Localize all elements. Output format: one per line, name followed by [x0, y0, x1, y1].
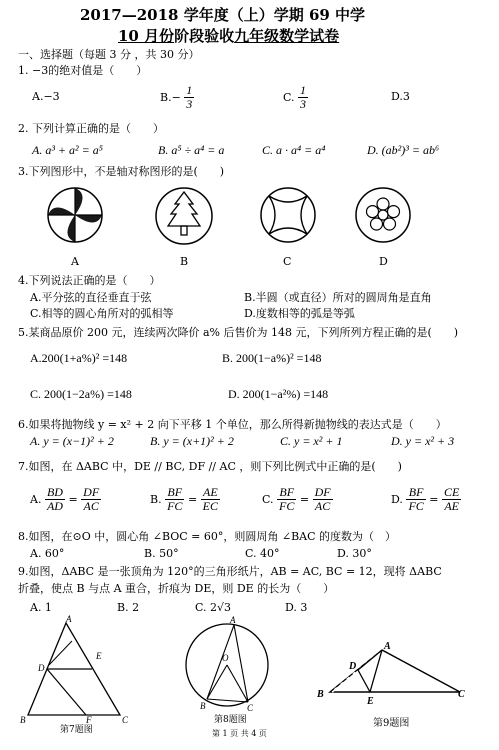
q1-option-b — [160, 84, 194, 111]
section-heading: 一、选择题（每题 3 分 ，共 30 分） — [18, 48, 200, 61]
q1-option-a: A.−3 — [32, 90, 60, 103]
fig9-label-e: E — [367, 696, 374, 707]
q9-option-b: B. 2 — [117, 601, 140, 614]
q3-figure-c — [259, 186, 317, 244]
q1-option-c — [283, 84, 308, 111]
q1-option-c-label: C. — [283, 91, 295, 104]
subtitle-grade: 九年级数学试卷 — [234, 27, 340, 45]
q6-stem: 6.如果将抛物线 y = x² + 2 向下平移 1 个单位，那么所得新抛物线的表达式是（ ） — [18, 418, 447, 431]
q7-b-left-fraction: $\frac{BF}{FC}$ — [167, 485, 183, 513]
fig7-caption: 第7题图 — [60, 725, 93, 735]
q1-option-d: D.3 — [391, 90, 410, 103]
q7-d-left-fraction: $\frac{BF}{FC}$ — [408, 485, 424, 513]
q4-stem: 4.下列说法正确的是（ ） — [18, 274, 161, 287]
q3-stem: 3.下列图形中，不是轴对称图形的是( ) — [18, 165, 225, 178]
q9-option-c: C. 2√3 — [195, 601, 232, 614]
q6-option-d: D. y = x² + 3 — [391, 434, 455, 448]
fig7-label-b: B — [20, 715, 26, 725]
q4-option-d: D.度数相等的弧是等弧 — [244, 307, 355, 320]
fig7-label-d: D — [38, 663, 45, 673]
fig8-diagram — [182, 612, 272, 712]
q8-option-b: B. 50° — [144, 547, 179, 560]
fig9-label-b: B — [317, 689, 324, 700]
fig9-label-a: A — [384, 641, 391, 652]
page-footer: 第 1 页 共 4 页 — [212, 729, 267, 738]
q7-option-a: A. $\frac{BD}{AD}$ = $\frac{DF}{AC}$ — [30, 485, 100, 513]
q1-option-b-fraction: $\frac{1}{3}$ — [186, 83, 193, 111]
q7-d-right-fraction: $\frac{CE}{AE}$ — [444, 485, 460, 513]
fig8-label-c: C — [247, 703, 254, 712]
q8-option-a: A. 60° — [30, 547, 65, 560]
q2-stem: 2. 下列计算正确的是（ ） — [18, 122, 164, 135]
q2-option-a: A. a³ + a² = a⁵ — [32, 143, 103, 157]
q7-option-d-label: D. — [391, 493, 403, 506]
fig9-diagram — [312, 637, 472, 709]
fig9-label-c: C — [458, 689, 465, 700]
fig7-diagram — [14, 615, 139, 730]
q2-option-d: D. (ab²)³ = ab⁶ — [367, 143, 440, 157]
fig8-label-a: A — [230, 615, 236, 625]
q5-stem: 5.某商品原价 200 元，连续两次降价 a% 后售价为 148 元，下列所列方程正确的是( ) — [18, 326, 459, 339]
q7-option-b: B. $\frac{BF}{FC}$ = $\frac{AE}{EC}$ — [150, 485, 218, 513]
q4-option-a: A.平分弦的直径垂直于弦 — [30, 291, 152, 304]
fig7-label-c: C — [122, 715, 129, 725]
q6-option-a: A. y = (x−1)² + 2 — [30, 434, 114, 448]
fig9-label-d: D — [349, 661, 357, 672]
fig7-label-e: E — [96, 651, 102, 661]
q7-c-right-fraction: $\frac{DF}{AC}$ — [314, 485, 331, 513]
q9-option-d: D. 3 — [285, 601, 308, 614]
q8-option-d: D. 30° — [337, 547, 372, 560]
q1-stem: 1. −3的绝对值是（ ） — [18, 64, 148, 77]
q5-option-d: D. 200(1−a²%) =148 — [228, 387, 329, 401]
page-title: 2017—2018 学年度（上）学期 69 中学 — [80, 6, 366, 24]
q7-option-a-label: A. — [30, 493, 42, 506]
q5-option-b: B. 200(1−a%)² =148 — [222, 351, 322, 365]
q7-stem: 7.如图，在 ΔABC 中，DE // BC, DF // AC ，则下列比例式中正确的是( ) — [18, 460, 402, 473]
q4-option-c: C.相等的圆心角所对的弧相等 — [30, 307, 174, 320]
q3-option-b: B — [180, 255, 189, 268]
q7-a-left-fraction: $\frac{BD}{AD}$ — [46, 485, 63, 513]
q9-stem: 9.如图，ΔABC 是一张顶角为 120°的三角形纸片，AB = AC, BC = 12，现将 ΔABC — [18, 565, 442, 578]
fig8-label-b: B — [200, 701, 206, 711]
q7-option-d: D. $\frac{BF}{FC}$ = $\frac{CE}{AE}$ — [391, 485, 460, 513]
q7-b-right-fraction: $\frac{AE}{EC}$ — [202, 485, 218, 513]
q7-option-c: C. $\frac{BF}{FC}$ = $\frac{DF}{AC}$ — [262, 485, 331, 513]
q3-figure-b — [154, 186, 214, 246]
q8-option-c: C. 40° — [245, 547, 280, 560]
subtitle-month: 10 月份 — [118, 27, 175, 45]
q9-stem-2: 折叠，使点 B 与点 A 重合，折痕为 DE，则 DE 的长为（ ） — [18, 582, 335, 595]
q7-c-left-fraction: $\frac{BF}{FC}$ — [279, 485, 295, 513]
q3-option-a: A — [71, 255, 79, 268]
subtitle-mid: 阶段验收 — [174, 27, 235, 45]
q7-a-right-fraction: $\frac{DF}{AC}$ — [83, 485, 100, 513]
q6-option-c: C. y = x² + 1 — [280, 434, 343, 448]
q7-option-b-label: B. — [150, 493, 162, 506]
fig9-caption: 第9题图 — [373, 718, 410, 729]
q1-option-b-label: B.− — [160, 91, 181, 104]
q8-stem: 8.如图，在⊙O 中，圆心角 ∠BOC = 60°，则圆周角 ∠BAC 的度数为（ ） — [18, 530, 397, 543]
q1-option-c-fraction: $\frac{1}{3}$ — [300, 83, 307, 111]
fig7-label-a: A — [66, 615, 72, 624]
q4-option-b: B.半圆（或直径）所对的圆周角是直角 — [244, 291, 432, 304]
q3-figure-d — [354, 186, 412, 244]
q3-option-c: C — [283, 255, 292, 268]
q3-option-d: D — [379, 255, 388, 268]
q6-option-b: B. y = (x+1)² + 2 — [150, 434, 234, 448]
q2-option-c: C. a · a⁴ = a⁴ — [262, 143, 326, 157]
q2-option-b: B. a⁵ ÷ a⁴ = a — [158, 143, 225, 157]
q7-option-c-label: C. — [262, 493, 274, 506]
fig7-label-f: F — [86, 715, 92, 725]
fig8-label-o: O — [222, 653, 229, 663]
page-subtitle — [118, 25, 339, 46]
q5-option-c: C. 200(1−2a%) =148 — [30, 387, 132, 401]
q5-option-a: A.200(1+a%)² =148 — [30, 351, 128, 365]
q3-figure-a — [46, 186, 104, 244]
fig8-caption: 第8题图 — [214, 715, 247, 725]
q9-option-a: A. 1 — [30, 601, 52, 614]
